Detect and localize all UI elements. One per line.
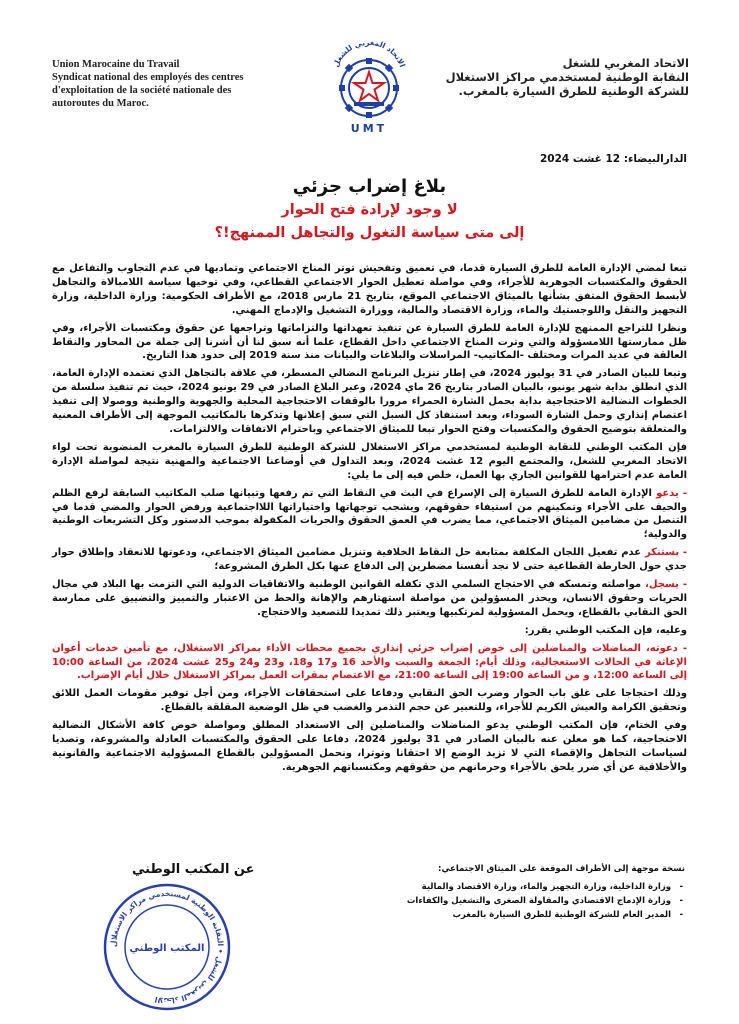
bullet-text: مواصلته وتمسكه في الاحتجاج السلمي الذي تكفله القوانين الوطنية والاتفاقيات الدولية التي التزمت بها البلاد في مجال الحريات وحقوق الانسان، ويحذر المسؤولين من مواصلة استهتارهم والإهانة والحط من الاعتبار والتمييز والتضييق على ممارسة الحق النقابي بالقطاع، ويحمل المسؤولية لمرتكبيها ويعتبر ذلك تمديدا للتصعيد والاحتجاج.	[52, 579, 687, 618]
logo-letters: UMT	[350, 122, 388, 135]
bullet-text: الإدارة العامة للطرق السيارة إلى الإسراع في البث في النقاط التي تم رفعها وتبيانها صلب المكاتيب السابقة لرفع الظلم والحيف على الأجراء وتمكينهم من استيفاء حقوقهم، ويشجب توجهاتها واختياراتها اللااجتماعية ورفض الحوار والمضي قدما في التنصل من مضامين الميثاق الاجتماعي، مما يضرب في العمق الحقوق والحريات المكفولة بموجب الدستور وكل التشريعات الوطنية والدولية؛	[52, 487, 687, 541]
stamp-outer-text: الاتحاد المغربي للشغل • النقابة الوطنية لمستخدمي مراكز الاستغلال	[108, 888, 226, 1006]
header-arabic	[429, 56, 689, 98]
header-fr-line: autoroutes du Maroc.	[52, 98, 149, 109]
document-subtitle-question: إلى متى سياسة التغول والتجاهل الممنهج!؟	[214, 225, 525, 241]
copies-block	[355, 862, 685, 922]
header-ar-line: للشركة الوطنية للطرق السيارة بالمغرب.	[458, 84, 689, 98]
paragraph: وفي الختام، فإن المكتب الوطني يدعو المناضلات والمناضلين إلى الاستعداد المطلق ومواصلة خوض كافة الأشكال النضالية الاحتجاجية، كما هو معلن عنه بالبيان الصادر في 31 يوليوز 2024، دفاعا على الحقوق والمكتسبات العادلة والمشروعة، وتصديا لسياسات التجاهل والإقصاء التي لا تزيد الوضع إلا احتقانا وتوترا، ونحمل المسؤولين بالقطاع المسؤولية الاجتماعية والقانونية والأخلاقية عن أي ضرر يلحق بالأجراء وحرمانهم من حقوقهم ومكتسباتهم الجوهرية.	[52, 720, 687, 773]
document-title: بلاغ إضراب جزئي	[292, 176, 447, 197]
document-body	[52, 262, 687, 779]
paragraph: وعليه، فإن المكتب الوطني يقرر:	[524, 624, 687, 636]
bullet-item	[52, 487, 687, 543]
header-ar-line: النقابة الوطنية لمستخدمي مراكز الاستغلال	[445, 70, 689, 84]
bullet-label: - يدعو	[656, 487, 687, 499]
strike-decision: - دعوته، المناضلات والمناضلين إلى خوض إضراب جزئي إنذاري بجميع محطات الأداء بمراكز الاستغلال، مع تأمين خدمات أعوان الإغاثة في الحالات الاستعجالية، وذلك أيام: الجمعة والسبت والأحد 16 و17 و18، و23 و24 و25 غشت 2024، من الساعة 10:00 إلى الساعة 12:00، و من الساعة 19:00 إلى الساعة 21:00، مع الاعتصام بمقرات العمل بمراكز الاستغلال خلال أيام الإضراب.	[52, 642, 687, 682]
header-fr-line: Syndicat national des employés des centres	[52, 72, 244, 83]
stamp-inner-text: المكتب الوطني	[129, 943, 205, 954]
header-french	[52, 58, 302, 110]
union-stamp	[98, 878, 236, 1016]
copies-item: - المدير العام للشركة الوطنية للطرق السيارة بالمغرب	[355, 908, 671, 922]
paragraph: فإن المكتب الوطني للنقابة الوطنية لمستخدمي مراكز الاستغلال للشركة الوطنية للطرق السيارة بالمغرب المنضوية تحت لواء الاتحاد المغربي للشغل، والمجتمع اليوم 12 غشت 2024، وبعد التداول في أوضاعنا الاجتماعية والمهنية نتيجة لمواصلة الإدارة العامة عدم احترامها للقوانين الجاري بها العمل، خلص فيه إلى ما يلي:	[52, 441, 687, 481]
copies-title: نسخة موجهة إلى الأطراف الموقعة على الميثاق الاجتماعي:	[438, 864, 685, 874]
copies-list	[355, 880, 685, 922]
paragraph: وتبعا للبيان الصادر في 31 يوليوز 2024، في إطار تنزيل البرنامج النضالي المسطر، في علاقة بالتجاهل الذي تعتمده الإدارة العامة، الذي انطلق بداية شهر يونيو، بالبيان الصادر بتاريخ 26 ماي 2024، وعبر البلاغ الصادر في 29 يونيو 2024، حيث تم تنفيذ سلسلة من الخطوات النضالية الاحتجاجية بداية بحمل الشارة الحمراء مرورا بالوقفات الاحتجاجية المحلية والجهوية والوطنية ووصولا إلى تنفيذ اعتصام إنذاري وحمل الشارة السوداء، وبعد استنفاذ كل السبل التي سبق إعلانها وتذكرها بالمكاتيب الموجهة إلى الأطراف المعنية والمتعلقة بتوضيح الحقوق والمكتسبات وفتح الحوار تبعا للميثاق الاجتماعي وباحترام الاتفاقات والالتزامات.	[52, 368, 688, 435]
header-fr-line: Union Marocaine du Travail	[52, 59, 180, 70]
bullet-label: - يستنكر	[644, 547, 688, 559]
paragraph: تبعا لمضي الإدارة العامة للطرق السيارة قدما، في تعميق وتفحيش توتر المناخ الاجتماعي وتماديها في عدم التجاوب والتفاعل مع الحقوق والمكتسبات الجوهرية للأجراء، وفي مواصلة تعطيل الحوار الاجتماعي القطاعي، وفي توخيها سياسة اللامبالاة والتجاهل لأبسط الحقوق المتفق بشأنها بالميثاق الاجتماعي الموقع، بتاريخ 21 مارس 2018، مع الأطراف الحكومية: وزارة الداخلية، وزارة التجهيز والنقل واللوجستيك والماء، وزارة الاقتصاد والمالية، ووزارة التشغيل والإدماج المهني.	[52, 263, 687, 316]
logo-arc-text: الاتحاد المغربي للشغل	[331, 37, 407, 69]
copies-item: - وزارة الداخلية، وزارة التجهيز والماء، وزارة الاقتصاد والمالية	[355, 880, 671, 894]
paragraph: وذلك احتجاجا على غلق باب الحوار وضرب الحق النقابي ودفاعا على استحقاقات الأجراء، ومن أجل توفير مقومات العمل اللائق وتحقيق الكرامة والعيش الكريم للأجراء، وللتعبير عن حجم التذمر والغضب في ظل الوضعية المقلقة بالقطاع.	[52, 688, 687, 714]
document-date: الدارالبيضاء: 12 غشت 2024	[539, 153, 687, 165]
bullet-item	[52, 546, 687, 574]
bullet-text: عدم تفعيل اللجان المكلفة بمتابعة حل النقاط الخلافية وتنزيل مضامين الميثاق الاجتماعي، ودعوتها للانعقاد وإطلاق حوار جدي حول الخارطة القطاعية حتى لا نجد أنفسنا مضطرين إلى الدفاع عنها بكل الطرق المشروعة؛	[52, 547, 687, 573]
header-fr-line: d'exploitation de la société nationale des	[52, 85, 232, 96]
umt-logo	[324, 32, 414, 137]
document-subtitle: لا وجود لإرادة فتح الحوار	[281, 202, 458, 218]
header-ar-line: الاتحاد المغربي للشغل	[562, 56, 689, 70]
signature-label: عن المكتب الوطني	[132, 862, 255, 877]
bullet-label: - يسجل،	[645, 579, 687, 591]
paragraph: ونظرا للتراجع الممنهج للإدارة العامة للطرق السيارة عن تنفيذ تعهداتها والتزاماتها وتراجعها عن حقوق ومكتسبات الأجراء، وفي ظل ممارستها اللامسؤولة والتي وترت المناخ الاجتماعي داخل القطاع، علما أنه سبق لنا أن أشرنا إلى جملة من المحاور والنقاط العالقة في عديد المرات ومختلف -المكاتيب- المراسلات والبلاغات والبيانات منذ سنة 2019 إلى حدود هذا التاريخ.	[52, 322, 687, 362]
bullet-item	[52, 578, 687, 620]
copies-item: - وزارة الإدماج الاقتصادي والمقاولة الصغرى والتشغيل والكفاءات	[355, 894, 671, 908]
